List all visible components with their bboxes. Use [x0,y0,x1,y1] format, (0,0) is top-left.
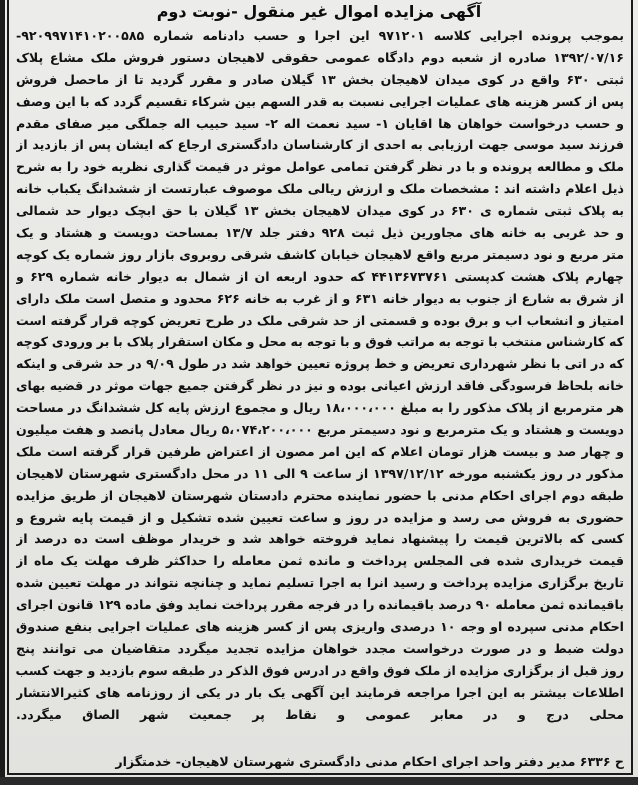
notice-line: از شرق به شارع از جنوب به دیوار خانه ۶۳۱ و از غرب به خانه ۶۲۶ محدود و متصل است ملک دارای [16,290,624,306]
notice-line: ثبتی ۶۳۰ واقع در کوی میدان لاهیجان بخش ۱۳ گیلان صادر و مقرر گردید تا از ماحصل فروش [16,71,624,87]
notice-body [16,25,624,726]
notice-line: طبقه دوم اجرای احکام مدنی با حضور نماینده محترم دادستان شهرستان لاهیجان از طریق مزایده [16,487,624,503]
scan-edge-bottom [0,777,638,785]
notice-line: تاریخ برگزاری مزایده پرداخت و رسید انرا به اجرا تسلیم نماید و چنانچه نتواند در مهلت تعیین شده [16,575,624,591]
notice-line: باقیمانده ثمن معامله ۹۰ درصد باقیمانده را در فرجه مقرر پرداخت نماید وفق ماده ۱۲۹ قانون اجرای [16,597,624,613]
notice-line: حضوری به فروش می رسد و مزایده در روز و ساعت تعیین شده تشکیل و از قیمت پایه شروع و [16,509,624,525]
notice-line: مذکور در روز یکشنبه مورخه ۱۳۹۷/۱۲/۱۲ از ساعت ۹ الی ۱۱ در محل دادگستری شهرستان لاهیجان [16,465,624,481]
notice-line: فرزند سید موسی جهت ارزیابی به احدی از کارشناسان دادگستری ارجاع که ایشان پس از بازدید از [16,137,624,153]
notice-line: خانه بلحاظ فرسودگی فاقد ارزش اعیانی بوده و نیز در نظر گرفتن جمیع جهات موثر در قضیه بهای [16,378,624,394]
notice-line: و چهار صد و بیست هزار تومان اعلام که این امر مصون از اعتراض طرفین قرار گرفته است ملک [16,443,624,459]
notice-line: متر مربع و نود دسیمتر مربع واقع لاهیجان خیابان کاشف شرقی روبروی بازار روز شماره یک کوچه [16,246,624,262]
notice-line: اطلاعات بیشتر به این اجرا مراجعه فرمایند این آگهی یک بار در یکی از روزنامه های کثیرالانتشار [16,684,624,700]
notice-line: محلی درج و در معابر عمومی و نقاط پر جمعیت شهر الصاق میگردد. [16,706,624,722]
notice-line: امتیاز و انشعاب اب و برق بوده و قسمتی از حد شرقی ملک در طرح تعریض کوچه قرار گرفته است [16,312,624,328]
notice-line: هر مترمربع از پلاک مذکور را به مبلغ ۱۸،۰۰۰،۰۰۰ ریال و مجموع ارزش پایه کل ششدانگ در مساحت [16,400,624,416]
notice-line: دویست و هشتاد و یک مترمربع و نود دسیمتر مربع ۵،۰۷۴،۲۰۰،۰۰۰ ریال معادل پانصد و هفت میلیون [16,422,624,438]
notice-line: و حسب درخواست خواهان ها اقایان ۱- سید نعمت اله ۲- سید حبیب اله جملگی میر صفای مقدم [16,115,624,131]
notice-line: روز قبل از برگزاری مزایده از ملک فوق واقع در ادرس فوق الذکر در طبقه سوم بازدید و جهت کسب [16,662,624,678]
notice-line: ملک و مطالعه پرونده و با در نظر گرفتن تمامی عوامل موثر در قیمت گذاری نظریه خود را به شرح [16,159,624,175]
notice-footer-signature: ح ۶۳۳۶ مدیر دفتر واحد اجرای احکام مدنی دادگستری شهرستان لاهیجان- خدمتگزار [115,754,624,769]
notice-line: به پلاک ثبتی شماره ی ۶۳۰ در کوی میدان لاهیجان بخش ۱۳ گیلان با حق ابچک دیوار حد شمالی [16,203,624,219]
notice-line: بموجب پرونده اجرایی کلاسه ۹۷۱۲۰۱ این اجرا و حسب دادنامه شماره ۹۲۰۹۹۷۱۴۱۰۲۰۰۵۸۵- [16,28,624,43]
notice-title: آگهی مزایده اموال غیر منقول -نوبت دوم [156,2,482,21]
notice-line: ۱۳۹۲/۰۷/۱۶ صادره از شعبه دوم دادگاه عمومی حقوقی لاهیجان دستور فروش ملک مشاع پلاک [16,49,624,65]
notice-line: که در اتی با نظر شهرداری تعریض و خط پروژه تعیین خواهد شد در طول ۹/۰۹ در حد شرقی و اینکه [16,356,624,372]
notice-line: کسی که بالاترین قیمت را پیشنهاد نماید فروخته خواهد شد و خریدار موظف است ده درصد از [16,531,624,547]
notice-line: و حد غربی به خانه های مجاورین ذیل ثبت ۹۲۸ دفتر جلد ۱۳/۷ بمساحت دویست و هشتاد و یک [16,225,624,241]
notice-line: که کارشناس منتخب با توجه به مراتب فوق و با توجه به محل و مکان استقرار پلاک با بر ورودی کوچه [16,334,624,350]
notice-line: قیمت خریداری شده فی المجلس پرداخت و مانده ثمن معامله را حداکثر ظرف مهلت یک ماه از [16,553,624,569]
notice-line: احکام مدنی سپرده او وجه ۱۰ درصدی واریزی پس از کسر هزینه های عملیات اجرایی بنفع صندوق [16,619,624,635]
notice-line: پس از کسر هزینه های عملیات اجرایی نسبت به قدر السهم بین شرکاء تقسیم گردد که با این وصف [16,93,624,109]
notice-line: ذیل اعلام داشته اند : مشخصات ملک و ارزش ریالی ملک موصوف عبارتست از ششدانگ یکباب خانه [16,181,624,197]
notice-line: دولت ضبط و در صورت درخواست مجدد خواهان مزایده تجدید میگردد متقاضیان می توانند پنج [16,640,624,656]
scan-edge-left [0,0,5,785]
notice-line: چهارم پلاک هشت کدپستی ۴۴۱۳۶۷۳۷۶۱ که حدود اربعه ان از شمال به دیوار خانه شماره ۶۲۹ و [16,268,624,284]
